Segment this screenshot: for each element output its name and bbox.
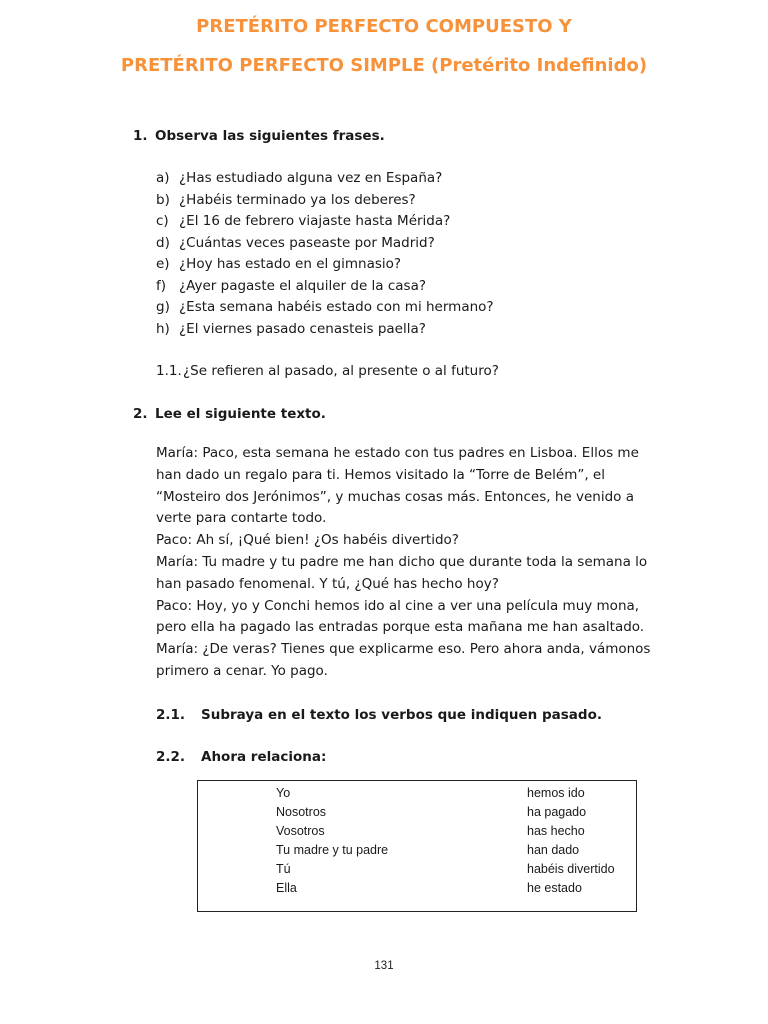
dialogue-line: María: Paco, esta semana he estado con tus padres en Lisboa. Ellos me han dado un regalo para ti. Hemos visitado la “Torre de Belém”, el “Mosteiro dos Jerónimos”, y muchas cosas más. Entonces, he venido a verte para contarte todo. <box>156 445 639 527</box>
sub-question-number: 1.1. <box>156 363 182 379</box>
item-text: ¿Esta semana habéis estado con mi hermano? <box>179 299 494 315</box>
list-item <box>156 254 494 276</box>
list-item <box>156 319 494 341</box>
list-item <box>156 211 494 233</box>
sub-question-2-1 <box>156 706 602 724</box>
subject-item: Tú <box>276 862 291 876</box>
item-letter: h) <box>156 320 170 337</box>
exercise-2-instruction: Lee el siguiente texto. <box>155 406 326 422</box>
item-text: ¿Cuántas veces paseaste por Madrid? <box>179 234 435 251</box>
item-letter: c) <box>156 213 169 229</box>
subject-column <box>276 784 388 898</box>
item-text: ¿El viernes pasado cenasteis paella? <box>179 320 426 337</box>
subject-item: Ella <box>276 881 297 895</box>
subject-item: Yo <box>276 786 291 800</box>
subject-item: Nosotros <box>276 805 327 819</box>
item-letter: a) <box>156 170 170 186</box>
exercise-1-heading <box>133 127 385 145</box>
exercise-2-heading <box>133 405 326 423</box>
verb-item: habéis divertido <box>527 862 615 876</box>
list-item <box>156 233 494 255</box>
sub-question-text: ¿Se refieren al pasado, al presente o al futuro? <box>183 363 499 379</box>
verb-item: han dado <box>527 843 580 857</box>
exercise-1-instruction: Observa las siguientes frases. <box>155 128 385 144</box>
item-letter: g) <box>156 299 170 315</box>
item-letter: e) <box>156 256 170 272</box>
dialogue-line: Paco: Ah sí, ¡Qué bien! ¿Os habéis divertido? <box>156 532 459 549</box>
item-letter: d) <box>156 234 170 251</box>
item-text: ¿Habéis terminado ya los deberes? <box>179 191 416 208</box>
dialogue-text <box>156 443 666 683</box>
dialogue-line: María: ¿De veras? Tienes que explicarme eso. Pero ahora anda, vámonos primero a cenar. Yo pago. <box>156 641 651 679</box>
sub-question-2-2 <box>156 748 326 766</box>
list-item <box>156 168 494 190</box>
item-text: ¿Hoy has estado en el gimnasio? <box>179 256 402 272</box>
subject-item: Vosotros <box>276 824 325 838</box>
title-subtitle: (Pretérito Indefinido) <box>424 55 648 76</box>
subject-item: Tu madre y tu padre <box>276 843 389 857</box>
verb-item: ha pagado <box>527 805 587 819</box>
sub-question-number: 2.1. <box>156 707 186 723</box>
exercise-1-number: 1. <box>133 128 148 144</box>
item-text: ¿Ayer pagaste el alquiler de la casa? <box>179 277 427 294</box>
title-line-1: PRETÉRITO PERFECTO COMPUESTO Y <box>196 16 572 37</box>
list-item <box>156 297 494 319</box>
sub-question-number: 2.2. <box>156 749 186 765</box>
title-line-2 <box>0 55 768 77</box>
exercise-2-number: 2. <box>133 406 148 422</box>
title-main: PRETÉRITO PERFECTO SIMPLE <box>120 55 425 76</box>
sub-question-text: Subraya en el texto los verbos que indiquen pasado. <box>201 707 602 723</box>
sentence-list <box>156 168 494 340</box>
verb-item: has hecho <box>527 824 585 838</box>
sub-question-text: Ahora relaciona: <box>201 749 327 765</box>
item-text: ¿Has estudiado alguna vez en España? <box>179 170 443 186</box>
item-text: ¿El 16 de febrero viajaste hasta Mérida? <box>179 213 451 229</box>
verb-column <box>527 784 615 898</box>
verb-item: hemos ido <box>527 786 585 800</box>
matching-box <box>197 780 637 912</box>
dialogue-line: Paco: Hoy, yo y Conchi hemos ido al cine a ver una película muy mona, pero ella ha pagado las entradas porque esta mañana me han asaltado. <box>156 597 645 636</box>
item-letter: b) <box>156 191 170 208</box>
verb-item: he estado <box>527 881 582 895</box>
item-letter: f) <box>156 277 167 294</box>
page-number: 131 <box>374 960 394 972</box>
sub-question-1-1 <box>156 362 499 380</box>
list-item <box>156 190 494 212</box>
list-item <box>156 276 494 298</box>
dialogue-line: María: Tu madre y tu padre me han dicho que durante toda la semana lo han pasado fenomenal. Y tú, ¿Qué has hecho hoy? <box>156 553 648 592</box>
